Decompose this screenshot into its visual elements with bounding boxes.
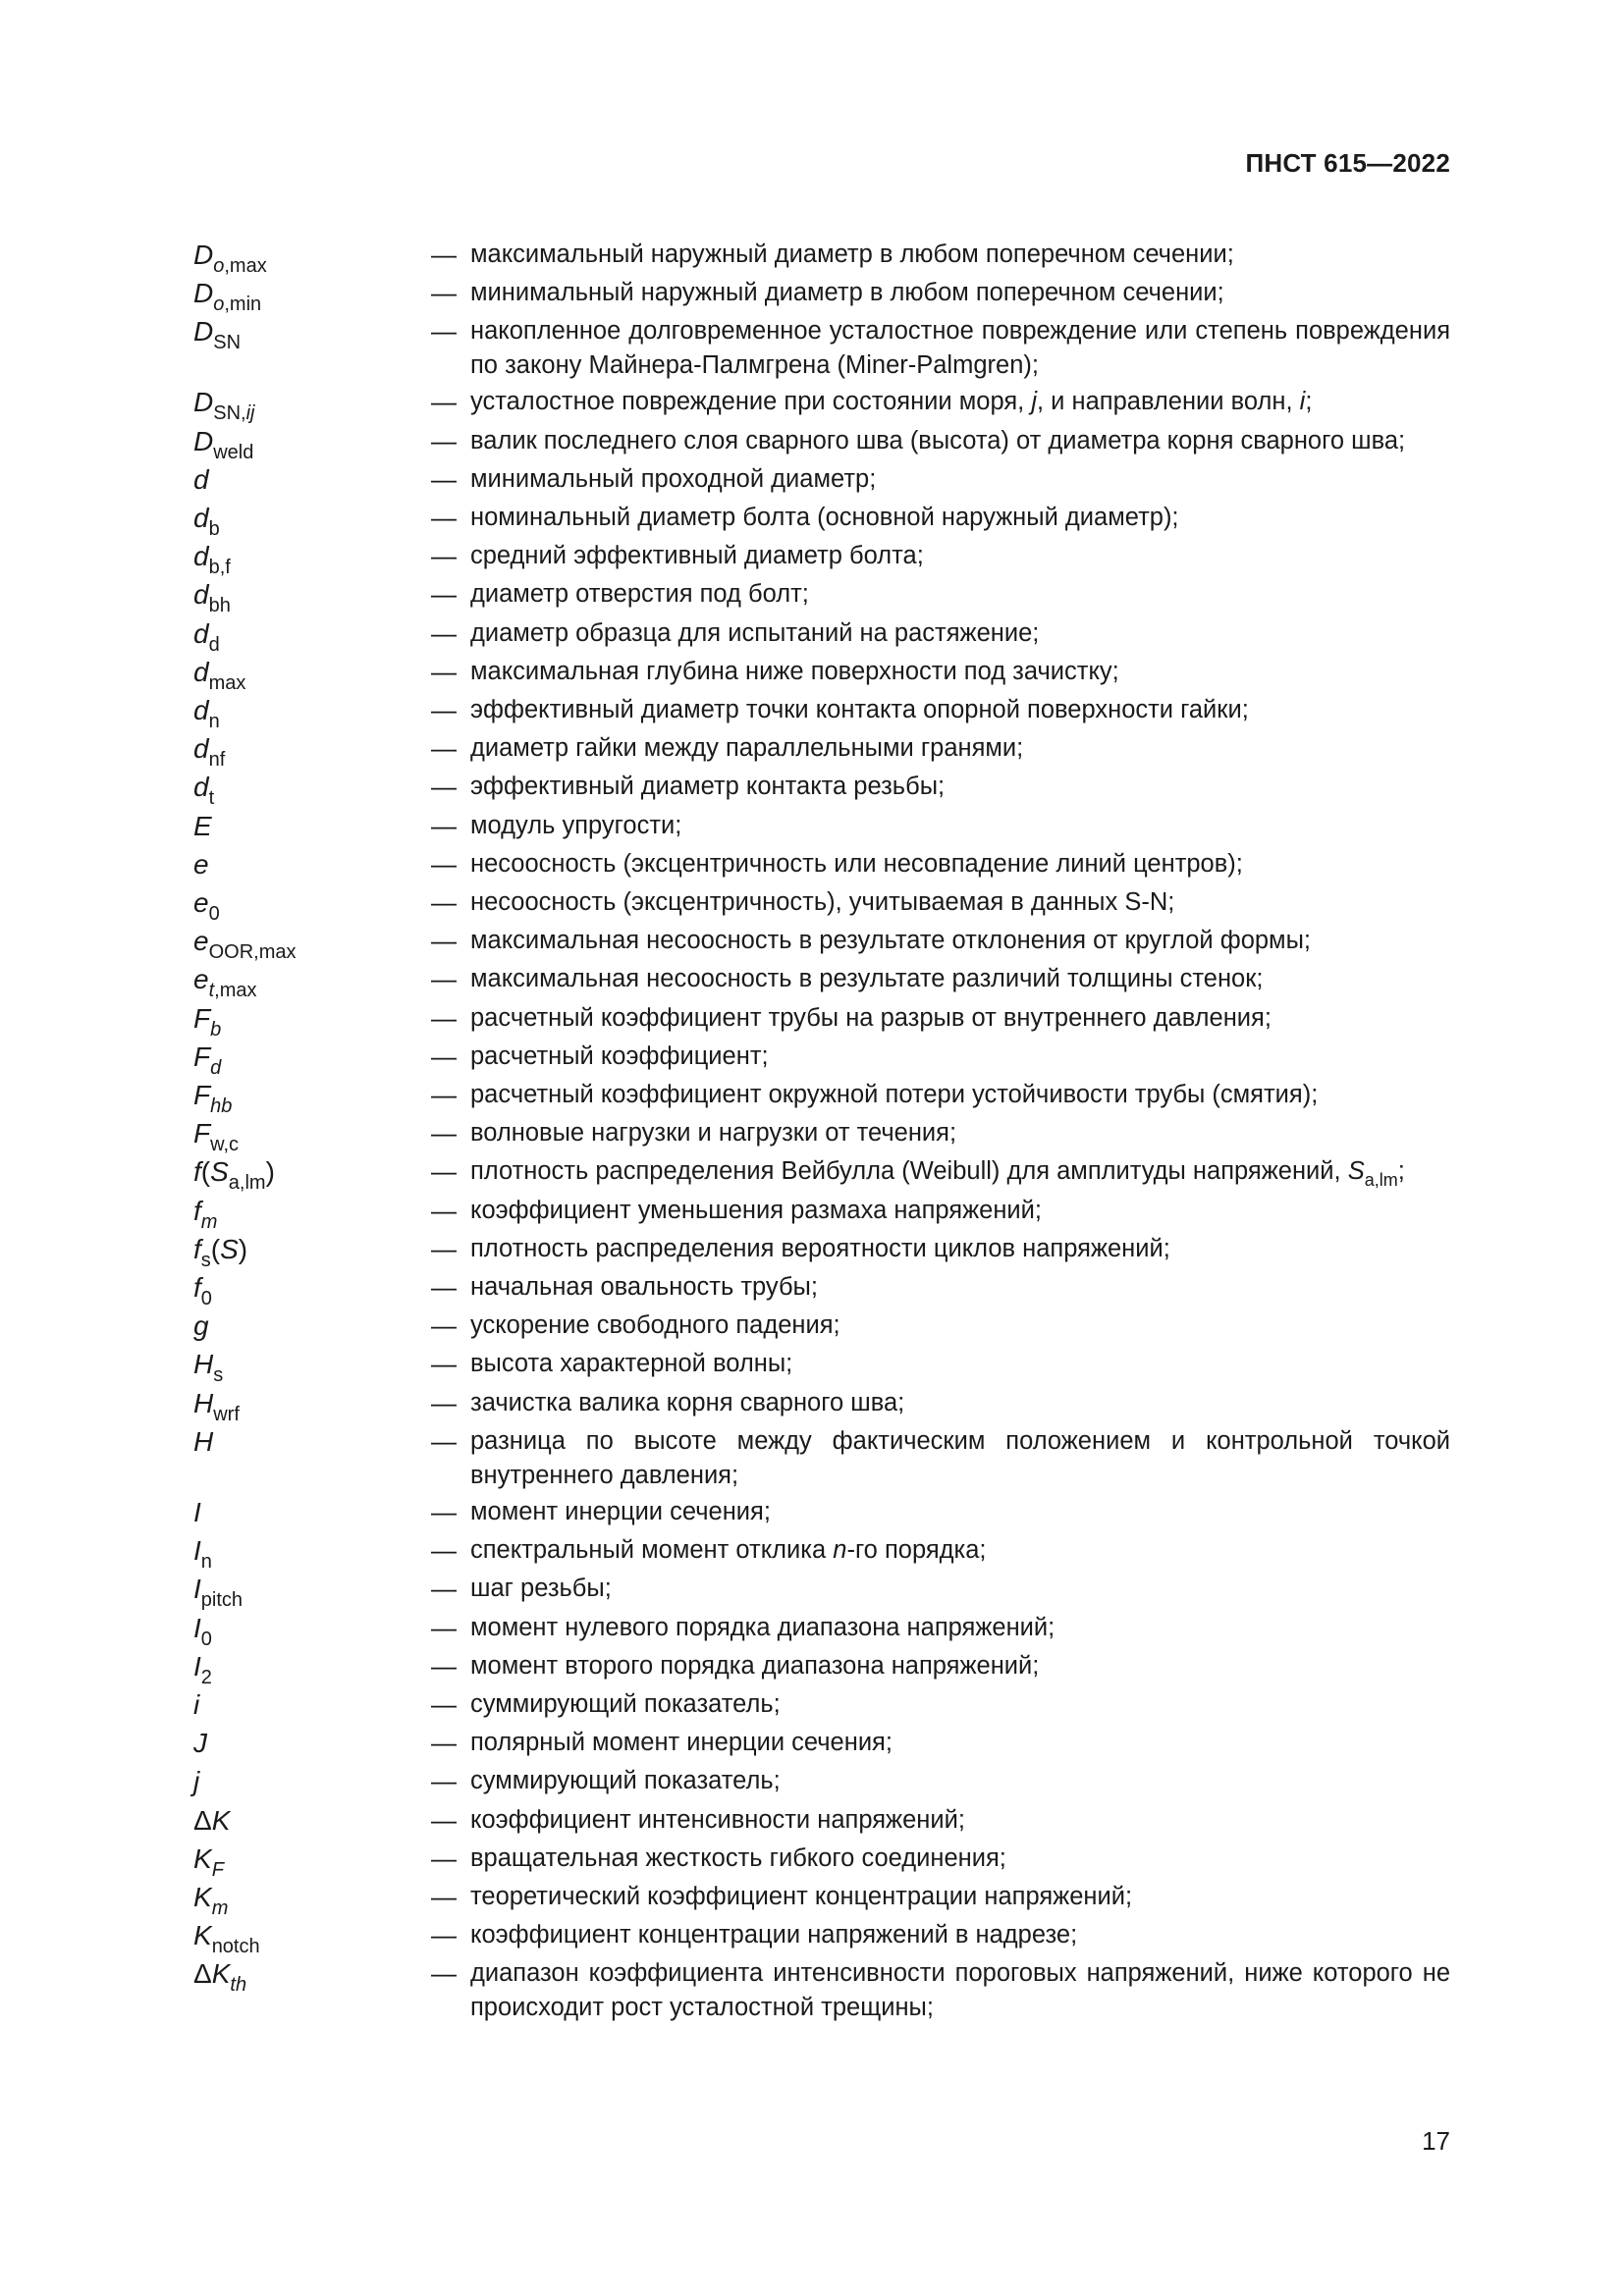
symbol-entry xyxy=(193,1422,1450,1493)
dash-separator: — xyxy=(431,541,457,571)
symbol-description: несоосность (эксцентричность), учитываемая в данных S-N; xyxy=(470,888,1175,917)
symbol-description: ускорение свободного падения; xyxy=(470,1311,840,1340)
dash-separator: — xyxy=(431,1688,457,1719)
symbol-entry xyxy=(193,729,1450,772)
symbol-entry xyxy=(193,460,1450,499)
symbol-description: начальная овальность трубы; xyxy=(470,1273,818,1302)
symbol-description: средний эффективный диаметр болта; xyxy=(470,542,924,570)
symbol-entry xyxy=(193,614,1450,656)
symbol-description: суммирующий показатель; xyxy=(470,1767,781,1795)
dash-separator: — xyxy=(431,1233,457,1263)
symbol-description: эффективный диаметр точки контакта опорной поверхности гайки; xyxy=(470,696,1249,724)
symbol: ΔK xyxy=(193,1804,231,1836)
symbol-description: максимальная глубина ниже поверхности под зачистку; xyxy=(470,657,1119,685)
dash-separator: — xyxy=(431,1496,457,1526)
symbol-description: диаметр отверстия под болт; xyxy=(470,580,809,609)
dash-separator: — xyxy=(431,1310,457,1341)
dash-separator: — xyxy=(431,810,457,840)
symbol: J xyxy=(193,1728,207,1759)
symbol: $f_s(S)$ xyxy=(193,1233,248,1271)
dash-separator: — xyxy=(431,695,457,725)
symbol-entry xyxy=(193,1685,1450,1724)
symbol: $D_{weld}$ xyxy=(193,425,254,463)
symbol-entry xyxy=(193,883,1450,926)
symbol-description: момент второго порядка диапазона напряжений; xyxy=(470,1651,1040,1680)
symbol-description: накопленное долговременное усталостное повреждение или степень повреждения по закону Майнера-Палмгрена (Miner-Palmgren); xyxy=(470,317,1450,380)
symbol-entry xyxy=(193,653,1450,694)
symbol-entry xyxy=(193,1114,1450,1156)
symbol-entry xyxy=(193,1345,1450,1387)
symbol: $d_d$ xyxy=(193,617,220,656)
symbol: g xyxy=(193,1310,209,1342)
symbol-entry xyxy=(193,1038,1450,1079)
symbol: $f_m$ xyxy=(193,1195,218,1233)
symbol: $d_{max}$ xyxy=(193,656,246,694)
dash-separator: — xyxy=(431,1349,457,1379)
symbol-description: плотность распределения Вейбулла (Weibull) для амплитуды напряжений, $S_{a,lm}$; xyxy=(470,1157,1405,1191)
symbol: $F_{hb}$ xyxy=(193,1080,233,1118)
symbol-entry xyxy=(193,383,1450,425)
dash-separator: — xyxy=(431,1387,457,1417)
dash-separator: — xyxy=(431,240,457,269)
symbol: $D_{SN}$ xyxy=(193,316,242,354)
symbol-entry xyxy=(193,1840,1450,1881)
symbol: $f(S_{a,lm})$ xyxy=(193,1156,275,1195)
dash-separator: — xyxy=(431,316,457,347)
dash-separator: — xyxy=(431,278,457,308)
page-number: 17 xyxy=(1422,2126,1450,2156)
symbol-entry xyxy=(193,1493,1450,1531)
symbol-description: несоосность (эксцентричность или несовпадение линий центров); xyxy=(470,849,1243,878)
symbol: $d_b$ xyxy=(193,503,220,541)
symbol: d xyxy=(193,463,209,495)
dash-separator: — xyxy=(431,463,457,494)
dash-separator: — xyxy=(431,1920,457,1950)
symbol-entry xyxy=(193,312,1450,383)
symbol: $F_{w,c}$ xyxy=(193,1118,240,1156)
symbol-description: зачистка валика корня сварного шва; xyxy=(470,1388,905,1416)
symbol-description: усталостное повреждение при состоянии моря, j, и направлении волн, i; xyxy=(470,388,1313,416)
symbol: $I_0$ xyxy=(193,1612,212,1650)
symbol: $H_{wrf}$ xyxy=(193,1387,240,1425)
dash-separator: — xyxy=(431,1612,457,1642)
dash-separator: — xyxy=(431,1156,457,1187)
symbol-description: диапазон коэффициента интенсивности пороговых напряжений, ниже которого не происходит рост усталостной трещины; xyxy=(470,1959,1450,2022)
symbol-entry xyxy=(193,845,1450,883)
dash-separator: — xyxy=(431,1728,457,1758)
symbol-description: минимальный наружный диаметр в любом поперечном сечении; xyxy=(470,279,1224,307)
dash-separator: — xyxy=(431,1842,457,1873)
dash-separator: — xyxy=(431,425,457,455)
symbol-entry xyxy=(193,236,1450,277)
dash-separator: — xyxy=(431,887,457,918)
symbol-description: максимальный наружный диаметр в любом поперечном сечении; xyxy=(470,240,1234,268)
symbol-description: расчетный коэффициент; xyxy=(470,1041,769,1070)
symbol-entry xyxy=(193,1307,1450,1345)
dash-separator: — xyxy=(431,772,457,802)
symbol-description: минимальный проходной диаметр; xyxy=(470,464,877,493)
symbol-description: спектральный момент отклика n-го порядка; xyxy=(470,1536,987,1565)
symbol-entry xyxy=(193,1384,1450,1425)
symbol: $d_{b,f}$ xyxy=(193,541,231,579)
symbol: e xyxy=(193,848,209,880)
symbol: E xyxy=(193,810,212,841)
dash-separator: — xyxy=(431,1080,457,1110)
symbol-description: модуль упругости; xyxy=(470,811,682,839)
symbol-entry xyxy=(193,1724,1450,1762)
symbol: $K_m$ xyxy=(193,1881,229,1919)
symbol: $D_{SN,ij}$ xyxy=(193,387,255,425)
symbol-entry xyxy=(193,575,1450,617)
symbol: $I_{pitch}$ xyxy=(193,1574,244,1612)
symbol: $d_n$ xyxy=(193,695,220,733)
symbol: $D_{o,min}$ xyxy=(193,278,262,316)
symbol-entry xyxy=(193,1268,1450,1310)
symbol-description: коэффициент уменьшения размаха напряжений; xyxy=(470,1196,1043,1224)
symbol-entry xyxy=(193,1531,1450,1574)
symbol: $f_0$ xyxy=(193,1272,212,1310)
symbol-entry xyxy=(193,1916,1450,1958)
symbol-description: шаг резьбы; xyxy=(470,1575,612,1603)
symbol-description: теоретический коэффициент концентрации напряжений; xyxy=(470,1882,1133,1910)
symbol-description: суммирующий показатель; xyxy=(470,1689,781,1718)
symbol: $D_{o,max}$ xyxy=(193,240,267,277)
dash-separator: — xyxy=(431,1766,457,1796)
symbol-entry xyxy=(193,537,1450,579)
symbol-entry xyxy=(193,1152,1450,1195)
symbol-entry xyxy=(193,999,1450,1041)
symbol-description: вращательная жесткость гибкого соединения; xyxy=(470,1843,1006,1872)
dash-separator: — xyxy=(431,656,457,686)
symbol: $F_d$ xyxy=(193,1041,222,1079)
dash-separator: — xyxy=(431,1958,457,1989)
symbol-description: полярный момент инерции сечения; xyxy=(470,1729,893,1757)
symbol-description: валик последнего слоя сварного шва (высота) от диаметра корня сварного шва; xyxy=(470,426,1406,454)
dash-separator: — xyxy=(431,1574,457,1604)
symbol-entry xyxy=(193,922,1450,964)
symbol-entry xyxy=(193,1647,1450,1688)
dash-separator: — xyxy=(431,503,457,533)
symbol-description: диаметр гайки между параллельными гранями; xyxy=(470,734,1024,763)
symbol: $e_{OOR,max}$ xyxy=(193,926,297,964)
dash-separator: — xyxy=(431,1272,457,1303)
symbol-description: максимальная несоосность в результате различий толщины стенок; xyxy=(470,965,1264,993)
symbol: i xyxy=(193,1688,200,1720)
symbol-description: высота характерной волны; xyxy=(470,1350,793,1378)
dash-separator: — xyxy=(431,1425,457,1456)
symbol-description: момент нулевого порядка диапазона напряжений; xyxy=(470,1613,1056,1641)
dash-separator: — xyxy=(431,579,457,610)
dash-separator: — xyxy=(431,617,457,648)
symbol-entry xyxy=(193,1762,1450,1800)
symbol-entry xyxy=(193,1954,1450,2025)
symbol: j xyxy=(193,1766,200,1797)
symbol: $e_{t,max}$ xyxy=(193,964,257,1002)
symbol-entry xyxy=(193,1801,1450,1840)
symbol-description: разница по высоте между фактическим положением и контрольной точкой внутреннего давления; xyxy=(470,1426,1450,1489)
dash-separator: — xyxy=(431,848,457,879)
symbol-entry xyxy=(193,960,1450,1002)
symbol: H xyxy=(193,1425,214,1457)
dash-separator: — xyxy=(431,1881,457,1911)
dash-separator: — xyxy=(431,1041,457,1071)
symbol-description: диаметр образца для испытаний на растяжение; xyxy=(470,618,1040,647)
dash-separator: — xyxy=(431,1118,457,1148)
symbol: $K_F$ xyxy=(193,1842,224,1881)
dash-separator: — xyxy=(431,1002,457,1033)
symbol: $H_s$ xyxy=(193,1349,224,1387)
symbol-list xyxy=(193,236,1450,2025)
symbol: $K_{notch}$ xyxy=(193,1920,260,1958)
symbol: $F_b$ xyxy=(193,1002,222,1041)
symbol: $\Delta K_{th}$ xyxy=(193,1958,247,1997)
symbol-description: коэффициент интенсивности напряжений; xyxy=(470,1805,965,1834)
symbol: $d_{bh}$ xyxy=(193,579,231,617)
dash-separator: — xyxy=(431,387,457,417)
symbol-description: плотность распределения вероятности циклов напряжений; xyxy=(470,1234,1170,1262)
symbol-description: расчетный коэффициент трубы на разрыв от внутреннего давления; xyxy=(470,1003,1272,1032)
symbol-description: коэффициент концентрации напряжений в надрезе; xyxy=(470,1921,1078,1949)
symbol: $d_{nf}$ xyxy=(193,733,226,772)
symbol-entry xyxy=(193,1230,1450,1271)
symbol-entry xyxy=(193,1192,1450,1233)
symbol-entry xyxy=(193,274,1450,316)
document-id: ПНСТ 615—2022 xyxy=(1245,148,1450,178)
symbol-description: номинальный диаметр болта (основной наружный диаметр); xyxy=(470,504,1179,532)
symbol-entry xyxy=(193,691,1450,733)
symbol: $d_t$ xyxy=(193,772,215,810)
dash-separator: — xyxy=(431,1535,457,1566)
symbol-entry xyxy=(193,1878,1450,1919)
symbol-entry xyxy=(193,1609,1450,1650)
dash-separator: — xyxy=(431,926,457,956)
symbol-description: эффективный диаметр контакта резьбы; xyxy=(470,773,946,801)
symbol-entry xyxy=(193,1076,1450,1118)
dash-separator: — xyxy=(431,1804,457,1835)
dash-separator: — xyxy=(431,964,457,994)
symbol-entry xyxy=(193,768,1450,810)
symbol: $e_0$ xyxy=(193,887,220,926)
symbol-description: расчетный коэффициент окружной потери устойчивости трубы (смятия); xyxy=(470,1081,1319,1109)
symbol-description: волновые нагрузки и нагрузки от течения; xyxy=(470,1119,957,1148)
symbol: $I_2$ xyxy=(193,1650,212,1688)
dash-separator: — xyxy=(431,733,457,764)
symbol: $I_n$ xyxy=(193,1535,212,1574)
symbol-entry xyxy=(193,807,1450,845)
symbol-entry xyxy=(193,499,1450,541)
symbol-entry xyxy=(193,422,1450,463)
symbol-entry xyxy=(193,1570,1450,1612)
symbol: I xyxy=(193,1496,201,1527)
dash-separator: — xyxy=(431,1650,457,1681)
symbol-description: момент инерции сечения; xyxy=(470,1497,771,1525)
dash-separator: — xyxy=(431,1195,457,1225)
symbol-description: максимальная несоосность в результате отклонения от круглой формы; xyxy=(470,927,1312,955)
